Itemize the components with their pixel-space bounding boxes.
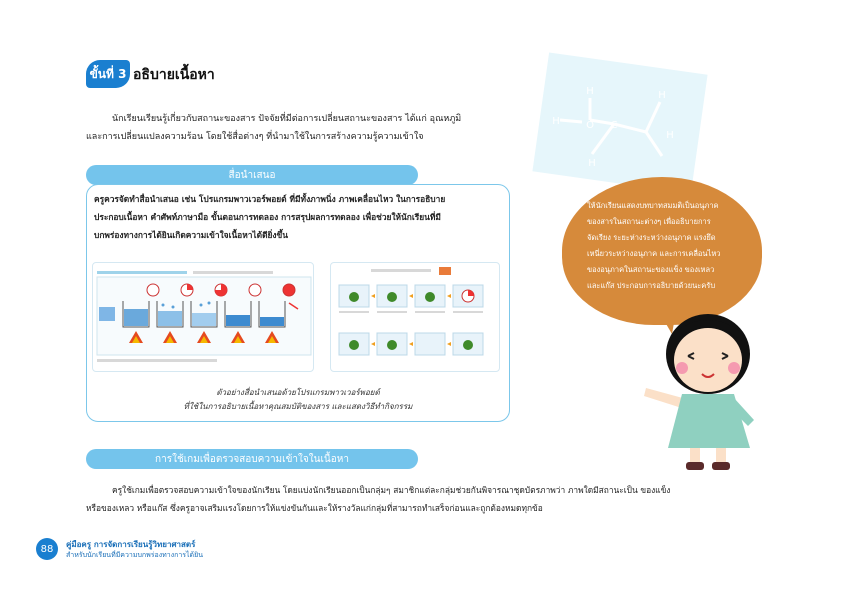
slide-states-illustration xyxy=(93,263,314,372)
page-number: 88 xyxy=(36,538,58,560)
bubble-line: เหนี่ยวระหว่างอนุภาค และการเคลื่อนไหว xyxy=(587,249,721,258)
bubble-line: ให้นักเรียนแสดงบทบาทสมมติเป็นอนุภาค xyxy=(587,201,719,210)
molecule-atom: O xyxy=(586,120,594,131)
molecule-atom: C xyxy=(610,120,618,131)
game-line-1: ครูใช้เกมเพื่อตรวจสอบความเข้าใจของนักเรียน โดยแบ่งนักเรียนออกเป็นกลุ่มๆ สมาชิกแต่ละกลุ่มช่วยกันพิจารณาชุดบัตรภาพว่า ภาพใดมีสถานะเป็น ของแข็ง xyxy=(112,485,671,495)
bubble-line: จัดเรียง ระยะห่างระหว่างอนุภาค แรงยึด xyxy=(587,233,716,242)
molecule-atom: H xyxy=(658,90,666,101)
section-pill-media: สื่อนำเสนอ xyxy=(86,165,418,185)
molecule-atom: H xyxy=(666,130,674,141)
step-title: อธิบายเนื้อหา xyxy=(133,67,215,83)
media-line-2: ประกอบเนื้อหา คำศัพท์ภาษามือ ขั้นตอนการทดลอง การสรุปผลการทดลอง เพื่อช่วยให้นักเรียนที่มี xyxy=(94,212,441,222)
game-line-2: หรือของเหลว หรือแก๊ส ซึ่งครูอาจเสริมแรงโดยการให้แข่งขันกันและให้รางวัลแก่กลุ่มที่สามารถทำเสร็จก่อนและถูกต้องหมดทุกข้อ xyxy=(86,503,543,513)
media-caption-1: ตัวอย่างสื่อนำเสนอด้วยโปรแกรมพาวเวอร์พอยต์ xyxy=(216,388,380,397)
girl-character-illustration xyxy=(638,308,778,473)
footer-subtitle: สำหรับนักเรียนที่มีความบกพร่องทางการได้ยิน xyxy=(66,551,203,559)
intro-line-2: และการเปลี่ยนแปลงความร้อน โดยใช้สื่อต่างๆ ที่นำมาใช้ในการสร้างความรู้ความเข้าใจ xyxy=(86,132,424,142)
slide-thumbnail-activity xyxy=(330,262,500,372)
bubble-line: ของสารในสถานะต่างๆ เพื่ออธิบายการ xyxy=(587,217,711,226)
molecule-atom: H xyxy=(588,158,596,169)
slide-thumbnail-states xyxy=(92,262,314,372)
molecule-atom: H xyxy=(586,86,594,97)
bubble-line: ของอนุภาคในสถานะของแข็ง ของเหลว xyxy=(587,265,715,274)
media-line-3: บกพร่องทางการได้ยินเกิดความเข้าใจเนื้อหาได้ดียิ่งขึ้น xyxy=(94,230,288,240)
bubble-text xyxy=(587,198,747,294)
molecule-structure xyxy=(538,62,702,186)
intro-line-1: นักเรียนเรียนรู้เกี่ยวกับสถานะของสาร ปัจจัยที่มีต่อการเปลี่ยนสถานะของสาร ได้แก่ อุณหภูมิ xyxy=(112,114,462,124)
step-badge: ขั้นที่ 3 xyxy=(86,60,130,88)
section-pill-game: การใช้เกมเพื่อตรวจสอบความเข้าใจในเนื้อหา xyxy=(86,449,418,469)
bubble-line: และแก๊ส ประกอบการอธิบายด้วยนะครับ xyxy=(587,281,716,290)
media-caption-2: ที่ใช้ในการอธิบายเนื้อหาคุณสมบัติของสาร และแสดงวิธีทำกิจกรรม xyxy=(183,402,413,411)
slide-activity-illustration xyxy=(331,263,500,372)
media-line-1: ครูควรจัดทำสื่อนำเสนอ เช่น โปรแกรมพาวเวอร์พอยต์ ที่มีทั้งภาพนิ่ง ภาพเคลื่อนไหว ในการอธิบาย xyxy=(94,194,446,204)
footer-title: คู่มือครู การจัดการเรียนรู้วิทยาศาสตร์ xyxy=(66,540,196,549)
molecule-atom: H xyxy=(552,116,560,127)
